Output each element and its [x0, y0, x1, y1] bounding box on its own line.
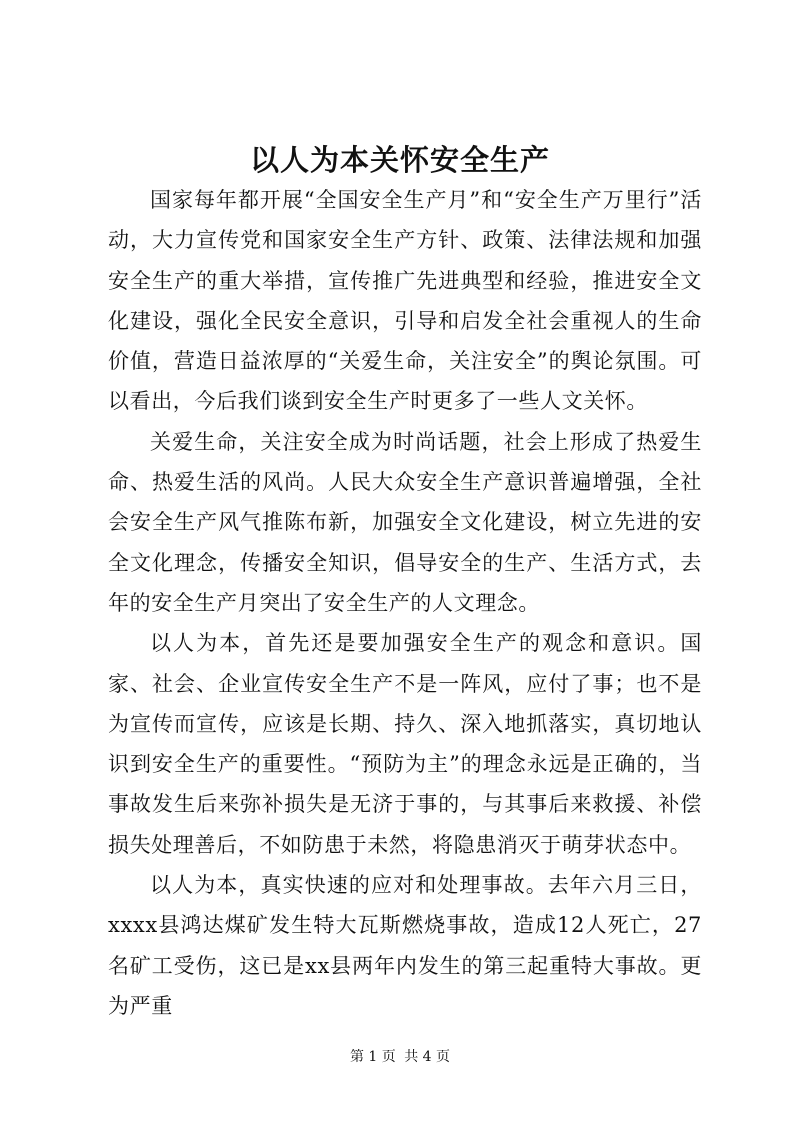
paragraph-2: 关爱生命，关注安全成为时尚话题，社会上形成了热爱生命、热爱生活的风尚。人民大众安全生产意识普遍增强，全社会安全生产风气推陈布新，加强安全文化建设，树立先进的安全文化理念，传播安全知识，倡导安全的生产、生活方式，去年的安全生产月突出了安全生产的人文理念。 — [108, 429, 702, 615]
document-body — [108, 180, 702, 1026]
page-number: 第 1 页 — [349, 1049, 396, 1065]
page-total: 共 4 页 — [404, 1049, 451, 1065]
document-title: 以人为本关怀安全生产 — [249, 143, 550, 177]
paragraph-1: 国家每年都开展“全国安全生产月”和“安全生产万里行”活动，大力宣传党和国家安全生产方针、政策、法律法规和加强安全生产的重大举措，宣传推广先进典型和经验，推进安全文化建设，强化全民安全意识，引导和启发全社会重视人的生命价值，营造日益浓厚的“关爱生命，关注安全”的舆论氛围。可以看出，今后我们谈到安全生产时更多了一些人文关怀。 — [108, 188, 702, 414]
page-footer — [0, 1047, 800, 1067]
paragraph-3: 以人为本，首先还是要加强安全生产的观念和意识。国家、社会、企业宣传安全生产不是一阵风，应付了事；也不是为宣传而宣传，应该是长期、持久、深入地抓落实，真切地认识到安全生产的重要性。“预防为主”的理念永远是正确的，当事故发生后来弥补损失是无济于事的，与其事后来救援、补偿损失处理善后，不如防患于未然，将隐患消灭于萌芽状态中。 — [108, 631, 702, 857]
paragraph-4: 以人为本，真实快速的应对和处理事故。去年六月三日，xxxx县鸿达煤矿发生特大瓦斯燃烧事故，造成12人死亡，27名矿工受伤，这已是xx县两年内发生的第三起重特大事故。更为严重 — [108, 873, 702, 1018]
